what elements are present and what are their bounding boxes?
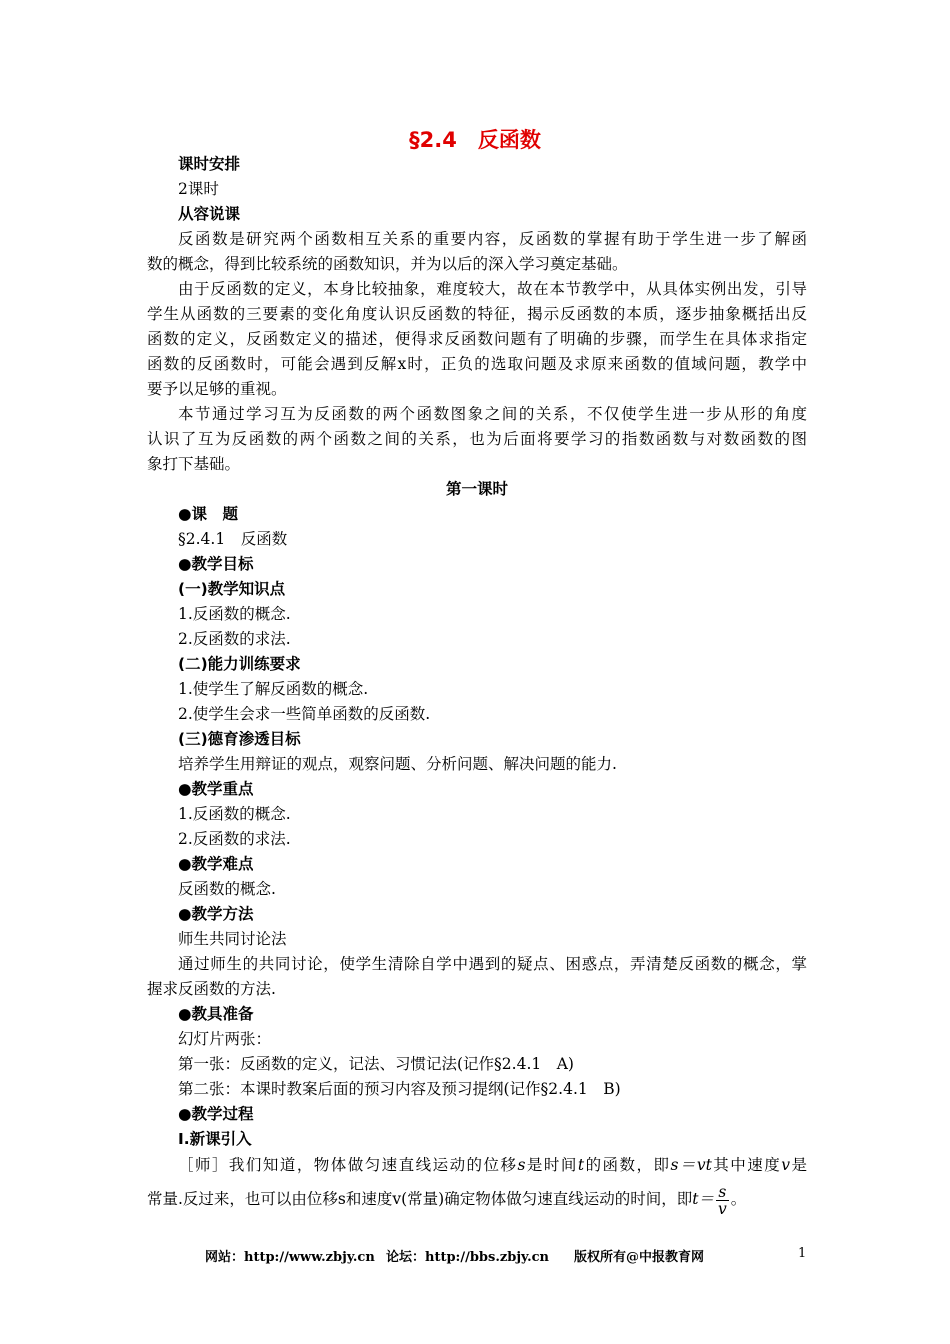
- text-line: 课时安排: [178, 155, 241, 173]
- text-line: 由于反函数的定义，本身比较抽象，难度较大，故在本节教学中，从具体实例出发，引导: [178, 280, 807, 298]
- fraction-s-over-v: [716, 1184, 729, 1217]
- text-line: 2.反函数的求法.: [178, 830, 291, 848]
- equation-t: t＝: [692, 1190, 714, 1208]
- text-line: 1.反函数的概念.: [178, 605, 291, 623]
- text-line: 通过师生的共同讨论，使学生清除自学中遇到的疑点、困惑点，弄清楚反函数的概念，掌: [178, 955, 807, 973]
- intro-paragraph-line-1: [147, 1152, 807, 1179]
- var-s: s: [517, 1156, 526, 1174]
- text-line: 函数的定义，反函数定义的描述，便得求反函数问题有了明确的步骤，而学生在具体求指定: [147, 330, 807, 348]
- text-line: ●教学难点: [178, 855, 254, 873]
- intro-text: 。: [730, 1190, 747, 1208]
- text-line: 第一课时: [445, 480, 508, 498]
- text-line: 从容说课: [178, 205, 241, 223]
- text-line: 师生共同讨论法: [178, 930, 287, 948]
- text-line: ●教学重点: [178, 780, 254, 798]
- text-line: 1.反函数的概念.: [178, 805, 291, 823]
- document-body: [147, 152, 807, 1219]
- text-line: 2.反函数的求法.: [178, 630, 291, 648]
- text-line: ●教学目标: [178, 555, 254, 573]
- footer-forum-link[interactable]: 论坛：http://bbs.zbjy.cn: [386, 1250, 550, 1265]
- text-lines: [147, 152, 807, 1152]
- intro-text: 其中速度: [711, 1156, 782, 1174]
- text-line: 本节通过学习互为反函数的两个函数图象之间的关系，不仅使学生进一步从形的角度: [178, 405, 807, 423]
- text-line: ●教学过程: [178, 1105, 254, 1123]
- fraction-numerator: s: [716, 1184, 729, 1201]
- text-line: (一)教学知识点: [178, 580, 286, 598]
- text-line: 握求反函数的方法.: [147, 980, 276, 998]
- text-line: 象打下基础。: [147, 455, 241, 473]
- equation-s-vt: s＝vt: [670, 1156, 712, 1174]
- var-t: t: [577, 1156, 585, 1174]
- footer-site-link[interactable]: 网站：http://www.zbjy.cn: [205, 1250, 375, 1265]
- page-footer: [0, 1246, 950, 1268]
- text-line: 函数的反函数时，可能会遇到反解x时，正负的选取问题及求原来函数的值域问题，教学中: [147, 355, 807, 373]
- text-line: 反函数是研究两个函数相互关系的重要内容，反函数的掌握有助于学生进一步了解函: [178, 230, 807, 248]
- intro-text: 是: [789, 1156, 807, 1174]
- page-number: 1: [798, 1246, 807, 1261]
- text-line: 培养学生用辩证的观点，观察问题、分析问题、解决问题的能力.: [178, 755, 617, 773]
- text-line: (二)能力训练要求: [178, 655, 301, 673]
- page-title: §2.4 反函数: [409, 128, 541, 152]
- intro-text: 的函数，即: [584, 1156, 671, 1174]
- text-line: 幻灯片两张：: [178, 1030, 272, 1048]
- text-line: ●教具准备: [178, 1005, 254, 1023]
- text-line: 反函数的概念.: [178, 880, 276, 898]
- intro-paragraph-line-2: [147, 1179, 807, 1219]
- text-line: ●教学方法: [178, 905, 254, 923]
- text-line: 2课时: [178, 180, 219, 198]
- text-line: 第一张：反函数的定义，记法、习惯记法(记作§2.4.1 A): [178, 1055, 574, 1073]
- text-line: 第二张：本课时教案后面的预习内容及预习提纲(记作§2.4.1 B): [178, 1080, 621, 1098]
- text-line: 学生从函数的三要素的变化角度认识反函数的特征，揭示反函数的本质，逐步抽象概括出反: [147, 305, 807, 323]
- text-line: 数的概念，得到比较系统的函数知识，并为以后的深入学习奠定基础。: [147, 255, 628, 273]
- fraction-denominator: v: [717, 1199, 727, 1218]
- text-line: 要予以足够的重视。: [147, 380, 287, 398]
- text-line: (三)德育渗透目标: [178, 730, 301, 748]
- text-line: §2.4.1 反函数: [178, 530, 288, 548]
- text-line: ●课 题: [178, 505, 239, 523]
- footer-copyright: 版权所有@中报教育网: [574, 1250, 705, 1265]
- var-v: v: [781, 1156, 790, 1174]
- intro-text: 常量.反过来，也可以由位移s和速度v(常量)确定物体做匀速直线运动的时间，即: [147, 1190, 693, 1208]
- text-line: 认识了互为反函数的两个函数之间的关系，也为后面将要学习的指数函数与对数函数的图: [147, 430, 807, 448]
- text-line: Ⅰ.新课引入: [178, 1130, 252, 1148]
- intro-text: ［师］我们知道，物体做匀速直线运动的位移: [178, 1156, 518, 1174]
- text-line: 2.使学生会求一些简单函数的反函数.: [178, 705, 431, 723]
- text-line: 1.使学生了解反函数的概念.: [178, 680, 369, 698]
- intro-text: 是时间: [525, 1156, 578, 1174]
